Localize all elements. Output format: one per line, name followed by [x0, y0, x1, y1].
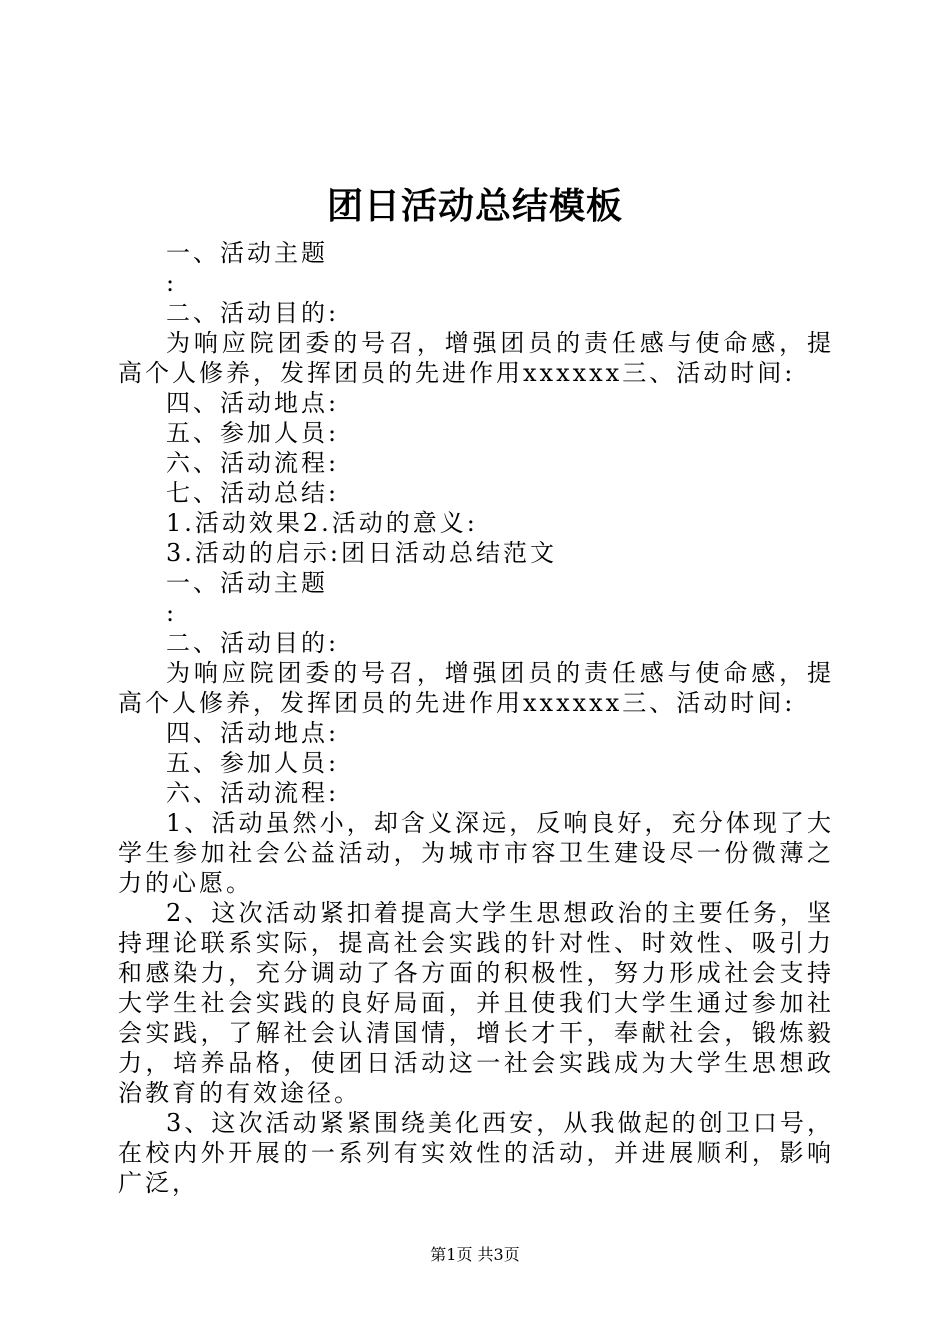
paragraph: 二、活动目的: — [166, 629, 340, 657]
paragraph: 一、活动主题 — [166, 569, 328, 597]
paragraph: 为响应院团委的号召，增强团员的责任感与使命感，提高个人修养，发挥团员的先进作用xxxxxx三、活动时间: — [118, 329, 834, 387]
paragraph: 1、活动虽然小，却含义深远，反响良好，充分体现了大学生参加社会公益活动，为城市市容卫生建设尽一份微薄之力的心愿。 — [118, 809, 834, 897]
document-title: 团日活动总结模板 — [326, 185, 623, 227]
paragraph: 五、参加人员: — [166, 419, 340, 447]
paragraph: 一、活动主题 — [166, 239, 328, 267]
paragraph: 3、这次活动紧紧围绕美化西安，从我做起的创卫口号，在校内外开展的一系列有实效性的活动，并进展顺利，影响广泛， — [118, 1109, 834, 1197]
paragraph: 1.活动效果2.活动的意义: — [166, 509, 478, 537]
document-body — [118, 238, 834, 1198]
page-footer: 第1页 共3页 — [430, 1245, 520, 1264]
paragraph: 七、活动总结: — [166, 479, 340, 507]
paragraph: 四、活动地点: — [166, 389, 340, 417]
paragraph: 二、活动目的: — [166, 299, 340, 327]
paragraph: 五、参加人员: — [166, 749, 340, 777]
paragraph: 六、活动流程: — [166, 779, 340, 807]
paragraph: 2、这次活动紧扣着提高大学生思想政治的主要任务，坚持理论联系实际，提高社会实践的针对性、时效性、吸引力和感染力，充分调动了各方面的积极性，努力形成社会支持大学生社会实践的良好局面，并且使我们大学生通过参加社会实践，了解社会认清国情，增长才干，奉献社会，锻炼毅力，培养品格，使团日活动这一社会实践成为大学生思想政治教育的有效途径。 — [118, 899, 834, 1107]
paragraph: : — [166, 599, 178, 627]
paragraph: 为响应院团委的号召，增强团员的责任感与使命感，提高个人修养，发挥团员的先进作用xxxxxx三、活动时间: — [118, 659, 834, 717]
paragraph: 3.活动的启示:团日活动总结范文 — [166, 539, 557, 567]
paragraph: 六、活动流程: — [166, 449, 340, 477]
paragraph: : — [166, 269, 178, 297]
paragraph: 四、活动地点: — [166, 719, 340, 747]
